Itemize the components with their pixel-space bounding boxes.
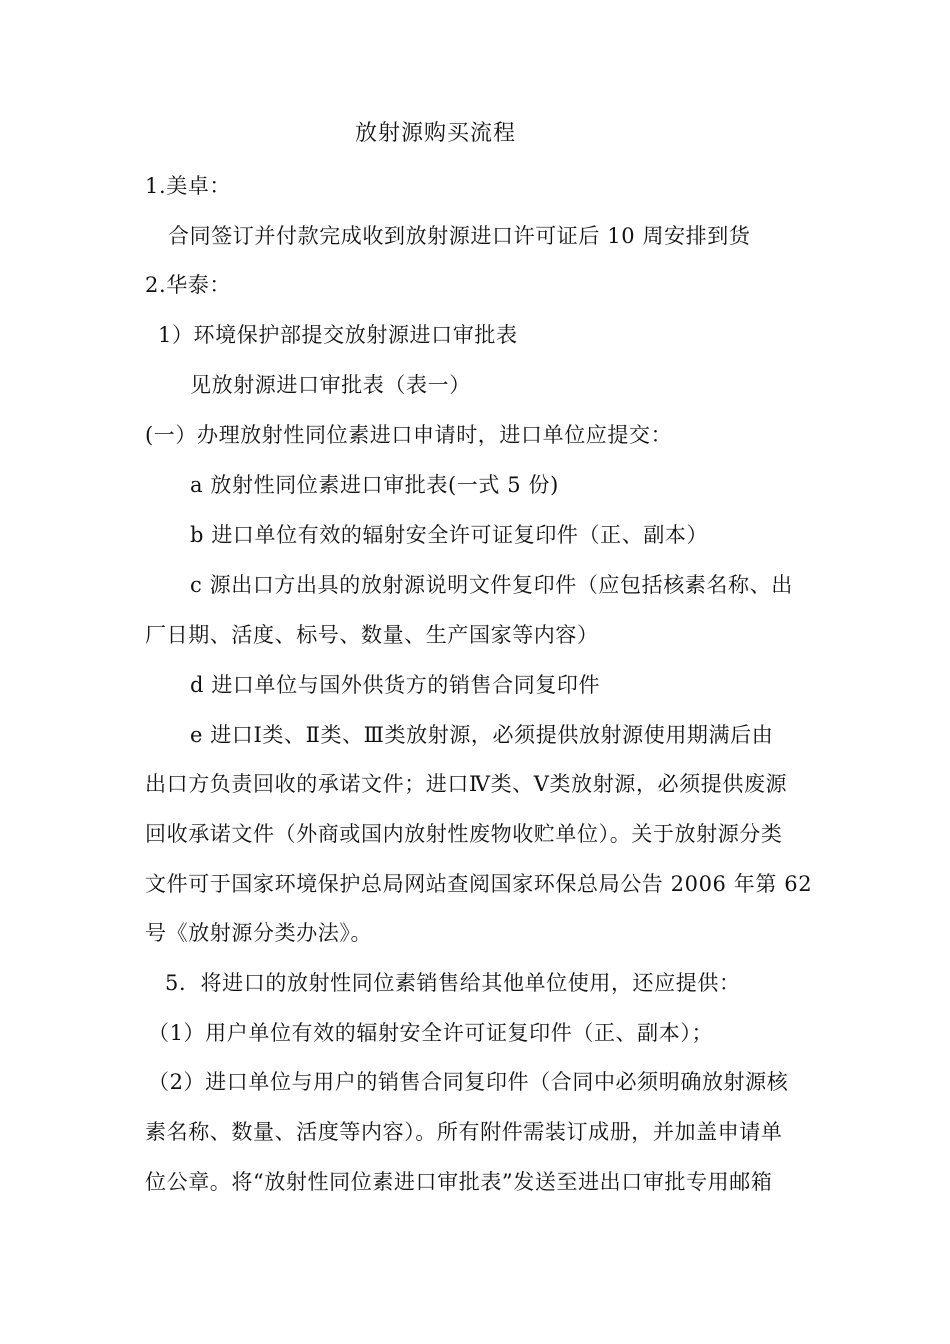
document-title: 放射源购买流程 (355, 121, 517, 146)
paragraph-line: 合同签订并付款完成收到放射源进口许可证后 10 周安排到货 (168, 224, 751, 248)
paragraph-line: 素名称、数量、活度等内容）。所有附件需装订成册，并加盖申请单 (145, 1120, 783, 1144)
list-item-c: c 源出口方出具的放射源说明文件复印件（应包括核素名称、出 (190, 573, 793, 597)
paragraph-line: 5．将进口的放射性同位素销售给其他单位使用，还应提供： (165, 971, 741, 995)
section-heading-huatai: 2.华泰： (145, 273, 232, 297)
list-item-a: a 放射性同位素进口审批表(一式 5 份) (190, 473, 559, 497)
paragraph-line: 出口方负责回收的承诺文件；进口Ⅳ类、Ⅴ类放射源，必须提供废源 (145, 772, 788, 796)
paragraph-line: (一）办理放射性同位素进口申请时，进口单位应提交： (145, 423, 673, 447)
paragraph-line: 位公章。将“放射性同位素进口审批表”发送至进出口审批专用邮箱 (145, 1170, 773, 1194)
paragraph-line: 号《放射源分类办法》。 (145, 921, 373, 945)
paragraph-line: （1）用户单位有效的辐射安全许可证复印件（正、副本）； (148, 1021, 714, 1045)
paragraph-line: 文件可于国家环境保护总局网站查阅国家环保总局公告 2006 年第 62 (145, 872, 813, 896)
section-heading-meizhuo: 1.美卓： (145, 174, 232, 198)
paragraph-line: 1）环境保护部提交放射源进口审批表 (158, 323, 518, 347)
list-item-d: d 进口单位与国外供货方的销售合同复印件 (190, 673, 601, 697)
paragraph-line: 厂日期、活度、标号、数量、生产国家等内容） (145, 623, 599, 647)
paragraph-line: （2）进口单位与用户的销售合同复印件（合同中必须明确放射源核 (148, 1070, 789, 1094)
paragraph-line: 回收承诺文件（外商或国内放射性废物收贮单位）。关于放射源分类 (145, 822, 783, 846)
list-item-e: e 进口Ⅰ类、Ⅱ类、Ⅲ类放射源，必须提供放射源使用期满后由 (190, 723, 774, 747)
list-item-b: b 进口单位有效的辐射安全许可证复印件（正、副本） (190, 523, 709, 547)
paragraph-line: 见放射源进口审批表（表一） (190, 373, 471, 397)
